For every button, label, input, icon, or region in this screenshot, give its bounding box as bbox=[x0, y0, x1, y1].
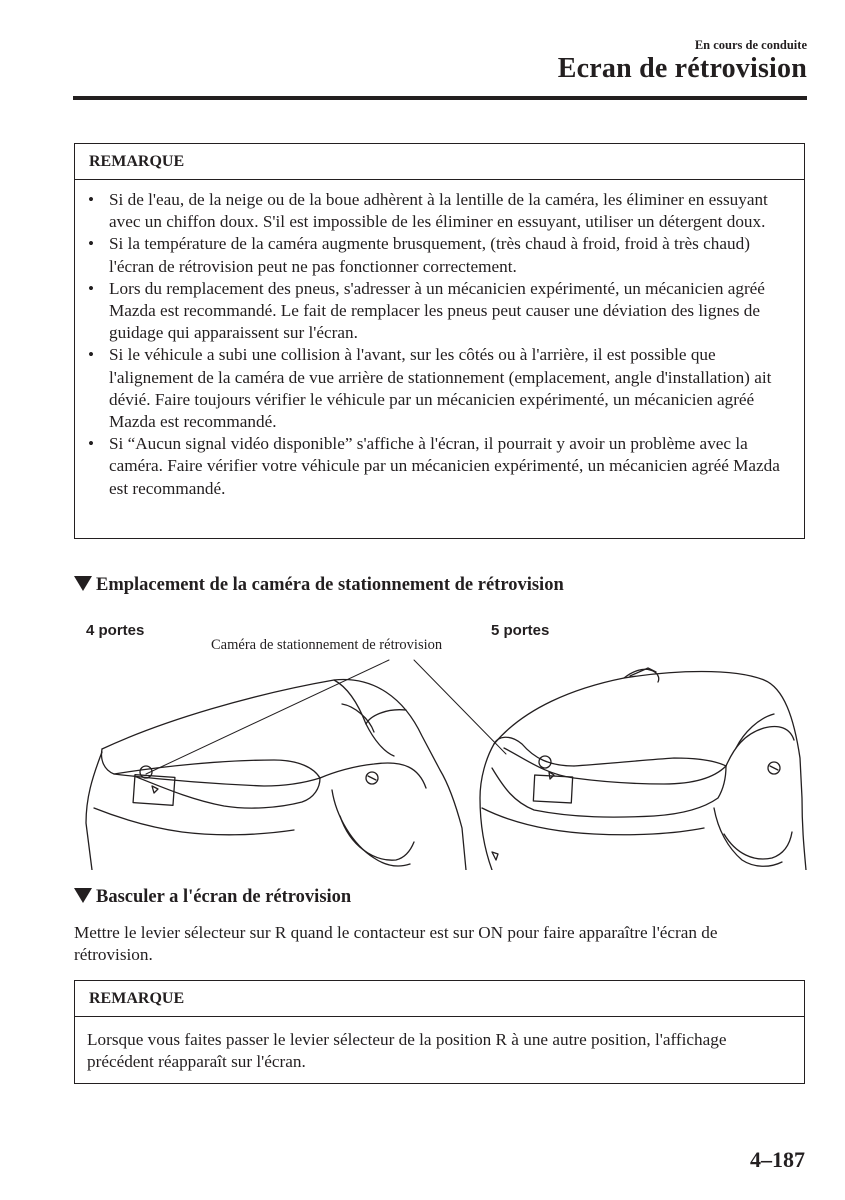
note-item-3 bbox=[88, 278, 790, 345]
note-list bbox=[75, 180, 804, 500]
note-item-2 bbox=[88, 233, 790, 277]
camera-location-illustration bbox=[74, 648, 808, 870]
note-item-1 bbox=[88, 189, 790, 233]
note-box-1 bbox=[74, 143, 805, 539]
note-item-text: Si la température de la caméra augmente brusquement, (très chaud à froid, froid à très chaud) l'écran de rétrovision peut ne pas fonctionner correctement. bbox=[109, 234, 750, 276]
note-heading: REMARQUE bbox=[75, 144, 804, 180]
page-number: 4–187 bbox=[750, 1147, 805, 1172]
sedan-4-doors bbox=[86, 680, 466, 870]
label-4-doors: 4 portes bbox=[86, 622, 145, 639]
section-heading-camera-location bbox=[74, 575, 564, 596]
page-title: Ecran de rétrovision bbox=[557, 53, 807, 84]
bullet-icon: • bbox=[88, 278, 95, 298]
note-text: Lorsque vous faites passer le levier sélecteur de la position R à une autre position, l'affichage précédent réapparaît sur l'écran. bbox=[87, 1030, 727, 1072]
section-heading-text: Basculer a l'écran de rétrovision bbox=[96, 887, 352, 907]
note-item-text: Si le véhicule a subi une collision à l'avant, sur les côtés ou à l'arrière, il est possible que l'alignement de la caméra de vue arrière de stationnement (emplacement, angle d'installation) ait dévié. Faire toujours vérifier le véhicule par un mécanicien expérimenté, un mécanicien agréé Mazda est recommandé. bbox=[109, 345, 772, 432]
bullet-icon: • bbox=[88, 190, 95, 209]
callout-leader-lines bbox=[146, 660, 506, 774]
note-item-text: Lors du remplacement des pneus, s'adresser à un mécanicien expérimenté, un mécanicien agréé Mazda est recommandé. Le fait de remplacer les pneus peut causer une déviation des lignes de guidage qui apparaissent sur l'écran. bbox=[109, 278, 765, 343]
note-item-text: Si de l'eau, de la neige ou de la boue adhèrent à la lentille de la caméra, les éliminer en essuyant avec un chiffon doux. S'il est impossible de les éliminer en essuyant, utiliser un détergent doux. bbox=[109, 190, 768, 232]
bullet-icon: • bbox=[88, 434, 95, 454]
triangle-down-icon bbox=[74, 576, 92, 591]
instruction-paragraph: Mettre le levier sélecteur sur R quand le contacteur est sur ON pour faire apparaître l'écran de rétrovision. bbox=[74, 923, 718, 965]
section-heading-switch-screen bbox=[74, 887, 351, 908]
note-box-2 bbox=[74, 980, 805, 1084]
bullet-icon: • bbox=[88, 345, 95, 365]
title-rule bbox=[73, 96, 807, 100]
hatchback-5-doors bbox=[480, 668, 806, 870]
label-5-doors: 5 portes bbox=[491, 622, 550, 639]
note-item-text: Si “Aucun signal vidéo disponible” s'affiche à l'écran, il pourrait y avoir un problème avec la caméra. Faire vérifier votre véhicule par un mécanicien expérimenté, un mécanicien agréé Mazda est recommandé. bbox=[109, 434, 780, 498]
camera-callout-label: Caméra de stationnement de rétrovision bbox=[211, 637, 443, 653]
note-item-5 bbox=[88, 433, 790, 500]
bullet-icon: • bbox=[88, 234, 95, 254]
leader-line-5-doors bbox=[414, 660, 506, 754]
note-heading: REMARQUE bbox=[75, 981, 804, 1017]
triangle-down-icon bbox=[74, 888, 92, 903]
section-heading-text: Emplacement de la caméra de stationnement de rétrovision bbox=[96, 575, 564, 595]
leader-line-4-doors bbox=[146, 660, 389, 774]
note-item-4 bbox=[88, 344, 790, 433]
section-label: En cours de conduite bbox=[694, 38, 807, 52]
